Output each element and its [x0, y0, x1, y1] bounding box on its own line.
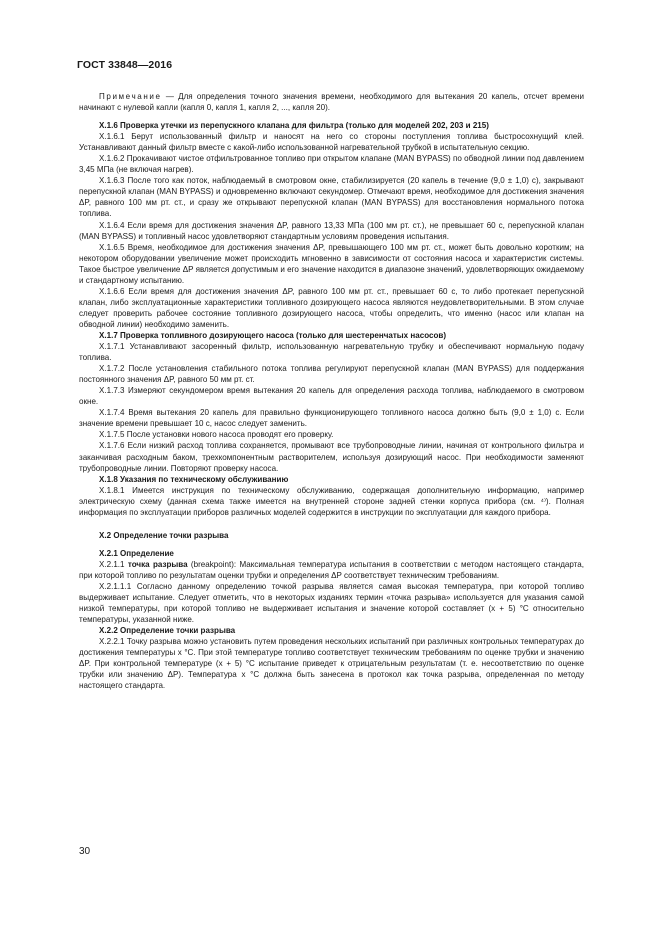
section-heading-x17: X.1.7 Проверка топливного дозирующего насоса (только для шестеренчатых насосов): [99, 330, 447, 340]
note-label: Примечание: [99, 92, 162, 101]
paragraph-x161: X.1.6.1 Берут использованный фильтр и наносят на него со стороны поступления топлива быстросохнущий клей. Устанавливают данный фильтр вместе с какой-либо использованной нагревательной трубкой в испытательную секцию.: [79, 132, 584, 153]
paragraph-x164: X.1.6.4 Если время для достижения значения ΔP, равного 13,33 МПа (100 мм рт. ст.), не превышает 60 с, перепускной клапан (MAN BYPASS) и топливный насос удовлетворяют стандартным условиям проведения испытания.: [79, 220, 584, 241]
paragraph-x162: X.1.6.2 Прокачивают чистое отфильтрованное топливо при открытом клапане (MAN BYPASS) по обводной линии под давлением 3,45 МПа (не включая нагрев).: [79, 154, 584, 175]
paragraph-x163: X.1.6.3 После того как поток, наблюдаемый в смотровом окне, стабилизируется (20 капель в течение (9,0 ± 1,0) с), закрывают перепускной клапан (MAN BYPASS) и одновременно включают секундомер. Отмечают время, необходимое для достижения значения ΔP, равного 100 мм рт. ст., и сразу же открывают перепускной клапан (MAN BYPASS) для восстановления нормального потока топлива.: [79, 176, 584, 219]
paragraph-x165: X.1.6.5 Время, необходимое для достижения значения ΔP, превышающего 100 мм рт. ст., может быть довольно коротким; на некотором оборудовании увеличение может происходить мгновенно в зависимости от состояния насоса и характеристик системы. Такое быстрое увеличение ΔP является допустимым и его значение находится в диапазоне значений, удовлетворяющих ожидаемому и стандартному испытанию.: [79, 242, 584, 285]
paragraph-x221: X.2.2.1 Точку разрыва можно установить путем проведения нескольких испытаний при различных контрольных температурах до достижения температуры x °С. При этой температуре топливо соответствует техническим требованиям по оценке трубки и значению ΔP. При контрольной температуре (x + 5) °С испытание приведет к отрицательным результатам (т. е. несоответствию по оценке трубки или значению ΔP). Температура x °С должна быть занесена в протокол как точка разрыва, определенная по методу настоящего стандарта.: [79, 637, 584, 691]
note-paragraph: [79, 91, 584, 113]
paragraph-x171: X.1.7.1 Устанавливают засоренный фильтр, использованную нагревательную трубку и обеспечивают нормальную подачу топлива.: [79, 342, 584, 363]
note-text: — Для определения точного значения времени, необходимого для вытекания 20 капель, отсчет времени начинают с нулевой капли (капля 0, капля 1, капля 2, ..., капля 20).: [79, 92, 584, 113]
paragraph-x172: X.1.7.2 После установления стабильного потока топлива регулируют перепускной клапан (MAN BYPASS) для поддержания постоянного значения ΔP, равного 50 мм рт. ст.: [79, 364, 584, 385]
paragraph-x211-number: X.2.1.1: [99, 559, 128, 569]
page-number: 30: [79, 846, 91, 857]
paragraph-x173: X.1.7.3 Измеряют секундомером время вытекания 20 капель для определения расхода топлива, наблюдаемого в смотровом окне.: [79, 386, 584, 407]
section-heading-x16: X.1.6 Проверка утечки из перепускного клапана для фильтра (только для моделей 202, 203 и 215): [99, 121, 489, 131]
paragraph-x175: X.1.7.5 После установки нового насоса проводят его проверку.: [99, 430, 334, 440]
section-heading-x18: X.1.8 Указания по техническому обслуживанию: [99, 474, 289, 484]
term-breakpoint: точка разрыва: [127, 559, 188, 569]
paragraph-x174: X.1.7.4 Время вытекания 20 капель для правильно функционирующего топливного насоса должно быть (9,0 ± 1,0) с. Если значение времени превышает 10 с, насос следует заменить.: [79, 408, 584, 429]
section-heading-x2: X.2 Определение точки разрыва: [99, 530, 229, 540]
paragraph-x2111: X.2.1.1.1 Согласно данному определению точкой разрыва является самая высокая температура, при которой топливо выдерживает испытание. Следует отметить, что в некоторых изданиях термин «точка разрыва» используется для указания самой низкой температуры, при которой топливо не выдерживает испытания и значение которой составляет (x + 5) °С относительно температуры, указанной ниже.: [79, 581, 584, 625]
paragraph-x181: X.1.8.1 Имеется инструкция по техническому обслуживанию, содержащая дополнительную информацию, например электрическую схему (данная схема также имеется на внутренней стороне задней стенки корпуса прибора (см. ⁴⁾). Полная информация по эксплуатации приборов различных моделей содержится в инструкции по эксплуатации для каждого прибора.: [79, 485, 584, 517]
document-body: [79, 91, 584, 691]
paragraph-x211: [79, 559, 584, 581]
paragraph-x211-text: (breakpoint): Максимальная температура испытания в соответствии с методом настоящего стандарта, при которой топливо по результатам оценки трубки и определения ΔP соответствует техническим требованиям.: [79, 559, 584, 580]
paragraph-x176: X.1.7.6 Если низкий расход топлива сохраняется, промывают все трубопроводные линии, начиная от контрольного фильтра и заканчивая расходным баком, трехкомпонентным растворителем, используя дозирующий насос. При необходимости заменяют трубопроводные линии. Повторяют проверку насоса.: [79, 441, 584, 473]
section-heading-x22: X.2.2 Определение точки разрыва: [99, 626, 236, 636]
paragraph-x166: X.1.6.6 Если время для достижения значения ΔP, равного 100 мм рт. ст., превышает 60 с, то либо протекает перепускной клапан, либо эксплуатационные характеристики топливного дозирующего насоса являются неудовлетворительными. В этом случае следует проверить рабочее состояние топливного дозирующего насоса, чтобы определить, что именно (насос или клапан на обводной линии) необходимо заменить.: [79, 286, 584, 329]
document-header: ГОСТ 33848—2016: [77, 59, 173, 71]
section-heading-x21: X.2.1 Определение: [99, 548, 174, 558]
